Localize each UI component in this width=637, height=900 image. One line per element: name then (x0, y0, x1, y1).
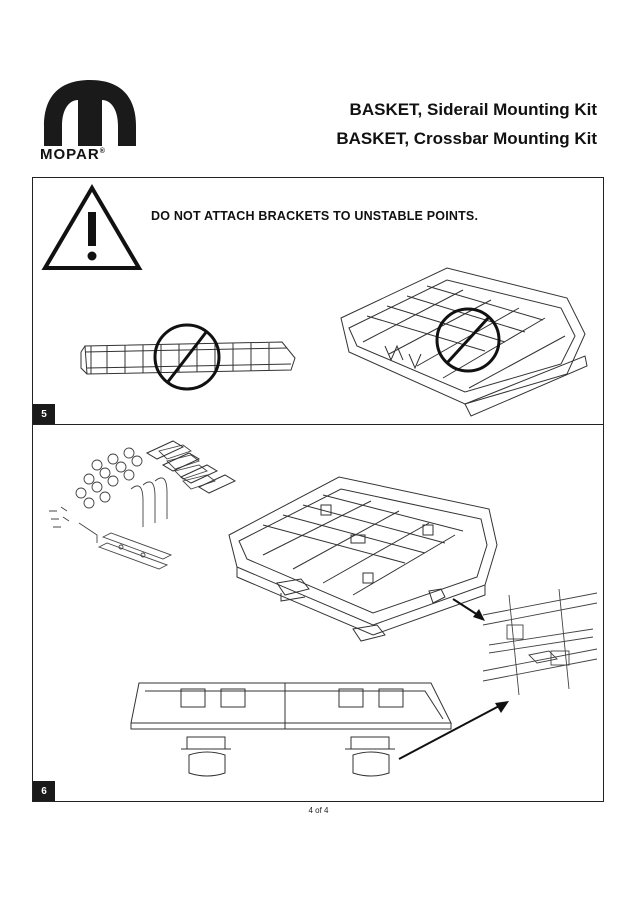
brand-name: MOPAR (40, 146, 100, 163)
warning-triangle-icon (41, 184, 143, 272)
bracket-drawing (349, 621, 389, 645)
warning-text: DO NOT ATTACH BRACKETS TO UNSTABLE POINTS. (151, 209, 479, 223)
step-5-panel (32, 177, 604, 425)
bracket-drawing (273, 575, 313, 605)
arrow-icon (395, 695, 515, 765)
brand-logo-text (40, 146, 150, 163)
page-number: 4 of 4 (308, 806, 329, 815)
crossbar-detail-drawing (479, 585, 601, 703)
brand-mark: ® (99, 148, 106, 155)
title-line-1: BASKET, Siderail Mounting Kit (349, 100, 597, 119)
step-6-number: 6 (33, 781, 55, 801)
prohibited-icon (151, 321, 223, 393)
step-6-panel (32, 425, 604, 802)
title-line-2: BASKET, Crossbar Mounting Kit (336, 129, 597, 148)
step-5-number: 5 (33, 404, 55, 424)
bracket-drawing (425, 585, 449, 609)
prohibited-icon (433, 305, 503, 375)
